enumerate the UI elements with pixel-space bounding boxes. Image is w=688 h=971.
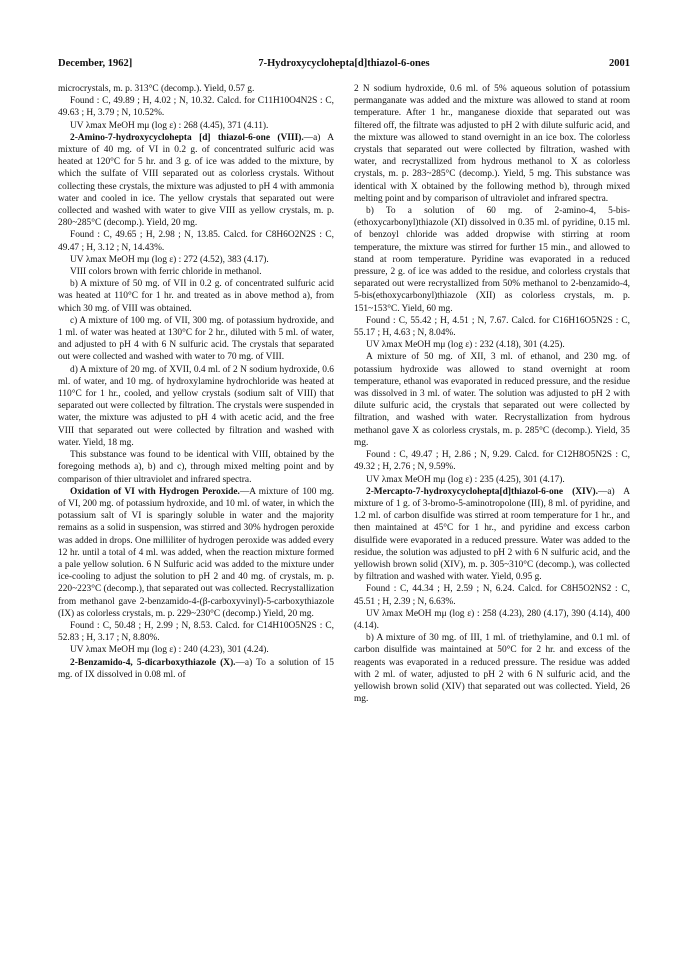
paragraph-text: c) A mixture of 100 mg. of VII, 300 mg. of potassium hydroxide, and 1 ml. of water was heated at 130°C for 2 hr., diluted with 5 ml. of water, and adjusted to pH 4 with 6 N sulfuric acid. The crystals that separated out were collected and washed with water to 70 mg. of VIII. [58, 315, 334, 363]
paragraph [354, 608, 630, 632]
paragraph-text: UV λmax MeOH mμ (log ε) : 240 (4.23), 301 (4.24). [70, 645, 269, 656]
paragraph [58, 315, 334, 364]
section-heading: Oxidation of VI with Hydrogen Peroxide. [70, 486, 240, 497]
section-heading: 2-Benzamido-4, 5-dicarboxythiazole (X). [70, 657, 236, 668]
paragraph [354, 83, 630, 205]
paragraph [58, 657, 334, 681]
paragraph [354, 632, 630, 705]
paragraph [58, 95, 334, 119]
paragraph-text: Found : C, 55.42 ; H, 4.51 ; N, 7.67. Calcd. for C16H16O5N2S : C, 55.17 ; H, 4.63 ; N, 8.04%. [354, 315, 630, 339]
paragraph-text: This substance was found to be identical with VIII, obtained by the foregoing methods a), b) and c), through mixed melting point and by comparison of thier ultraviolet and infrared spectra. [58, 450, 334, 485]
paragraph-text: Found : C, 44.34 ; H, 2.59 ; N, 6.24. Calcd. for C8H5O2NS2 : C, 45.51 ; H, 2.39 ; N, 6.63%. [354, 584, 630, 607]
paragraph [354, 449, 630, 473]
paragraph [354, 205, 630, 315]
section-heading: 2-Mercapto-7-hydroxycyclohepta[d]thiazol-6-one (XIV). [366, 486, 598, 497]
paragraph [58, 266, 334, 278]
paragraph [354, 474, 630, 486]
header-title: 7-Hydroxycyclohepta[d]thiazol-6-ones [258, 58, 430, 69]
paragraph-text: —a) To a solution of 15 mg. of IX dissolved in 0.08 ml. of [58, 657, 334, 680]
page-number: 2001 [609, 58, 630, 69]
paragraph-text: VIII colors brown with ferric chloride in methanol. [70, 267, 262, 278]
paragraph-text: UV λmax MeOH mμ (log ε) : 268 (4.45), 371 (4.11). [70, 120, 269, 131]
paragraph [58, 132, 334, 230]
paragraph-text: Found : C, 49.47 ; H, 2.86 ; N, 9.29. Calcd. for C12H8O5N2S : C, 49.32 ; H, 2.76 ; N, 9.59%. [354, 450, 630, 473]
paragraph [58, 486, 334, 620]
paragraph [58, 364, 334, 449]
paragraph [354, 486, 630, 584]
paragraph-text: A mixture of 50 mg. of XII, 3 ml. of ethanol, and 230 mg. of potassium hydroxide was allowed to stand overnight at room temperature, ethanol was evaporated in reduced pressure, and the residue was dissolved in 3 ml. of water. The solution was adjusted to pH 2 with dilute sulfuric acid, the crystals that separated out were collected by filtration, and washed with water. Recrystallization from hydrous methanol gave X as colorless crystals, m. p. 285°C (decomp.). Yield, 35 mg. [354, 352, 630, 448]
paragraph [58, 644, 334, 656]
paragraph-text: d) A mixture of 20 mg. of XVII, 0.4 ml. of 2 N sodium hydroxide, 0.6 ml. of water, and 10 mg. of hydroxylamine hydrochloride was heated at 110°C for 1 hr., cooled, and yellow crystals (sodium salt of VIII) that separated out were collected by filtration. The crystals were suspended in water, the mixture was adjusted to pH 4 with acetic acid, and the free VIII that separated out were collected by filtration and washed with water. Yield, 18 mg. [58, 364, 334, 448]
header-date: December, 1962] [58, 58, 133, 69]
paragraph [354, 339, 630, 351]
paragraph [58, 83, 334, 95]
paragraph-text: —A mixture of 100 mg. of VI, 200 mg. of potassium hydroxide, and 10 ml. of water, in which the potassium salt of VI is sparingly soluble in water and the majority remains as a solid in suspension, was stirred and 30% hydrogen peroxide was added in drops. One milliliter of hydrogen peroxide was added every 12 hr. until a total of 4 ml. was added, when the reaction mixture formed a pale yellow solution. 6 N Sulfuric acid was added to the mixture under ice-cooling to adjust the solution to pH 2 and 40 mg. of crystals, m. p. 220~223°C (decomp.), that separated out was collected. Recrystallization from methanol gave 2-benzamido-4-(β-carboxyvinyl)-5-carboxythiazole (IX) as colorless crystals, m. p. 229~230°C (decomp.) Yield, 20 mg. [58, 486, 335, 619]
paragraph-text: UV λmax MeOH mμ (log ε) : 235 (4.25), 301 (4.17). [366, 474, 565, 485]
paragraph [58, 120, 334, 132]
paragraph-text: b) A mixture of 50 mg. of VII in 0.2 g. of concentrated sulfuric acid was heated at 110°C for 1 hr. and treated as in above method a), from which 30 mg. of VIII was obtained. [58, 279, 334, 314]
paragraph [354, 583, 630, 607]
paragraph [58, 449, 334, 486]
right-text-column [354, 83, 630, 705]
paragraph [354, 315, 630, 339]
paragraph-text: Found : C, 49.65 ; H, 2.98 ; N, 13.85. Calcd. for C8H6O2N2S : C, 49.47 ; H, 3.12 ; N, 14.43%. [58, 230, 334, 253]
paragraph-text: b) A mixture of 30 mg. of III, 1 ml. of triethylamine, and 0.1 ml. of carbon disulfide was maintained at 50°C for 2 hr. and excess of the reagents was evaporated in a reduced pressure. The residue was added with 2 ml. of water, adjusted to pH 2 with 6 N sulfuric acid, and the yellowish brown solid (XIV) that separated out was collected. Yield, 26 mg. [354, 633, 630, 705]
paragraph-text: Found : C, 50.48 ; H, 2.99 ; N, 8.53. Calcd. for C14H10O5N2S : C, 52.83 ; H, 3.17 ; N, 8.80%. [58, 620, 334, 644]
paragraph [354, 351, 630, 449]
paragraph-text: UV λmax MeOH mμ (log ε) : 258 (4.23), 280 (4.17), 390 (4.14), 400 (4.14). [354, 608, 630, 631]
left-text-column [58, 83, 334, 681]
paragraph-text: UV λmax MeOH mμ (log ε) : 232 (4.18), 301 (4.25). [366, 340, 565, 351]
running-header [58, 58, 630, 74]
paragraph-text: microcrystals, m. p. 313°C (decomp.). Yield, 0.57 g. [58, 84, 255, 94]
paragraph [58, 278, 334, 315]
paragraph [58, 254, 334, 266]
paragraph-text: 2 N sodium hydroxide, 0.6 ml. of 5% aqueous solution of potassium permanganate was added and the mixture was allowed to stand at room temperature. After 1 hr., manganese dioxide that separated out was filtered off, the filtrate was adjusted to pH 2 with dilute sulfuric acid, and the mixture was allowed to stand overnight in an ice box. The colorless crystals that separated out were collected by filtration, washed with water, and recrystallized from hydrous methanol to X as colorless crystals, m. p. 283~285°C (decomp.). Yield, 5 mg. This substance was identical with X obtained by the following method b), through mixed melting point and by comparison of ultraviolet and infrared spectra. [354, 84, 630, 204]
paragraph-text: —a) A mixture of 40 mg. of VI in 0.2 g. of concentrated sulfuric acid was heated at 120°C for 5 hr. and 3 g. of ice was added to the mixture, by which the sulfate of VIII separated out as colorless crystals. Without collecting these crystals, the mixture was adjusted to pH 4 with ammonia water and cooled in ice. The yellow crystals that separated out were collected and washed with water to give VIII as yellow crystals, m. p. 280~285°C (decomp.). Yield, 20 mg. [58, 132, 334, 229]
paragraph [58, 229, 334, 253]
paragraph-text: UV λmax MeOH mμ (log ε) : 272 (4.52), 383 (4.17). [70, 254, 269, 265]
paragraph-text: —a) A mixture of 1 g. of 3-bromo-5-aminotropolone (III), 8 ml. of pyridine, and 1.2 ml. of carbon disulfide was stirred at room temperature for 1 hr., and then maintained at 45°C for 1 hr., and pyridine and excess carbon disulfide were evaporated in a reduced pressure. Water was added to the residue, the solution was adjusted to pH 2 with 6 N sulfuric acid, and the yellowish brown solid (XIV), m. p. 305~310°C (decomp.), was collected by filtration and washed with water. Yield, 0.95 g. [354, 486, 630, 583]
section-heading: 2-Amino-7-hydroxycyclohepta [d] thiazol-6-one (VIII). [70, 132, 304, 143]
paragraph [58, 620, 334, 644]
paragraph-text: Found : C, 49.89 ; H, 4.02 ; N, 10.32. Calcd. for C11H10O4N2S : C, 49.63 ; H, 3.79 ; N, 10.52%. [58, 96, 334, 119]
paragraph-text: b) To a solution of 60 mg. of 2-amino-4, 5-bis-(ethoxycarbonyl)thiazole (XI) dissolved in 0.35 ml. of pyridine, 0.15 ml. of benzoyl chloride was added dropwise with stirring at room temperature, the mixture was stirred for further 15 min., and allowed to stand at room temperature. Pyridine was evaporated in a reduced pressure, 2 g. of ice was added to the residue, and colorless crystals that separated out were recrystallized from 50% methanol to 2-benzamido-4, 5-bis(ethoxycarbonyl)thiazole (XII) as colorless crystals, m. p. 151~153°C. Yield, 60 mg. [354, 206, 630, 314]
